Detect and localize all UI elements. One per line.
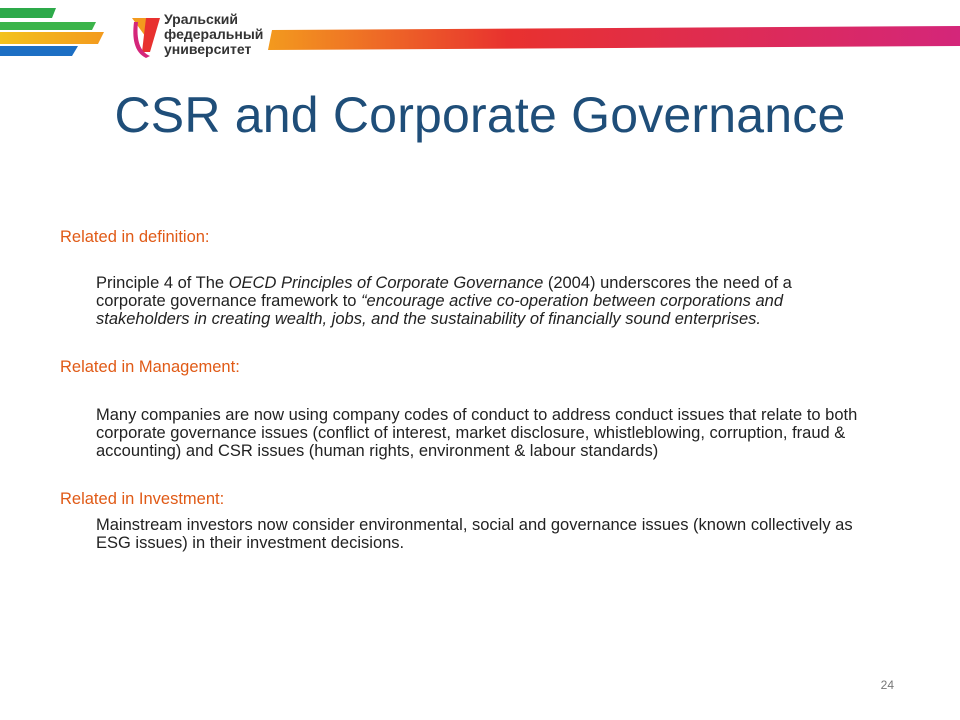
logo-line-2: федеральный [164,26,264,42]
para-text: (2004) underscores the need of a corporate governance framework to [96,274,792,310]
para-emphasis-title: OECD Principles of Corporate Governance [228,274,544,292]
section-paragraph-definition [96,274,860,328]
section-heading-investment: Related in Investment: [60,490,225,508]
logo-line-3: университет [164,41,252,57]
slide-body [60,228,860,552]
slide-title: CSR and Corporate Governance [114,87,846,143]
header-color-stripes [0,0,960,72]
university-logo-mark [132,18,160,58]
section-heading-management: Related in Management: [60,358,240,376]
para-emphasis-quote: “encourage active co-operation between corporations and stakeholders in creating wealth, jobs, and the sustainability of financially sound enterprises. [96,292,783,328]
para-text: Principle 4 of The [96,274,229,292]
page-number: 24 [880,678,894,692]
section-heading-definition: Related in definition: [60,228,210,246]
section-paragraph-management: Many companies are now using company codes of conduct to address conduct issues that relate to both corporate governance issues (conflict of interest, market disclosure, whistleblowing, corruption, fraud & accounting) and CSR issues (human rights, environment & labour standards) [96,406,858,460]
university-logo-text [164,12,263,57]
section-paragraph-investment: Mainstream investors now consider environmental, social and governance issues (known collectively as ESG issues) in their investment decisions. [96,516,853,552]
logo-line-1: Уральский [164,11,239,27]
